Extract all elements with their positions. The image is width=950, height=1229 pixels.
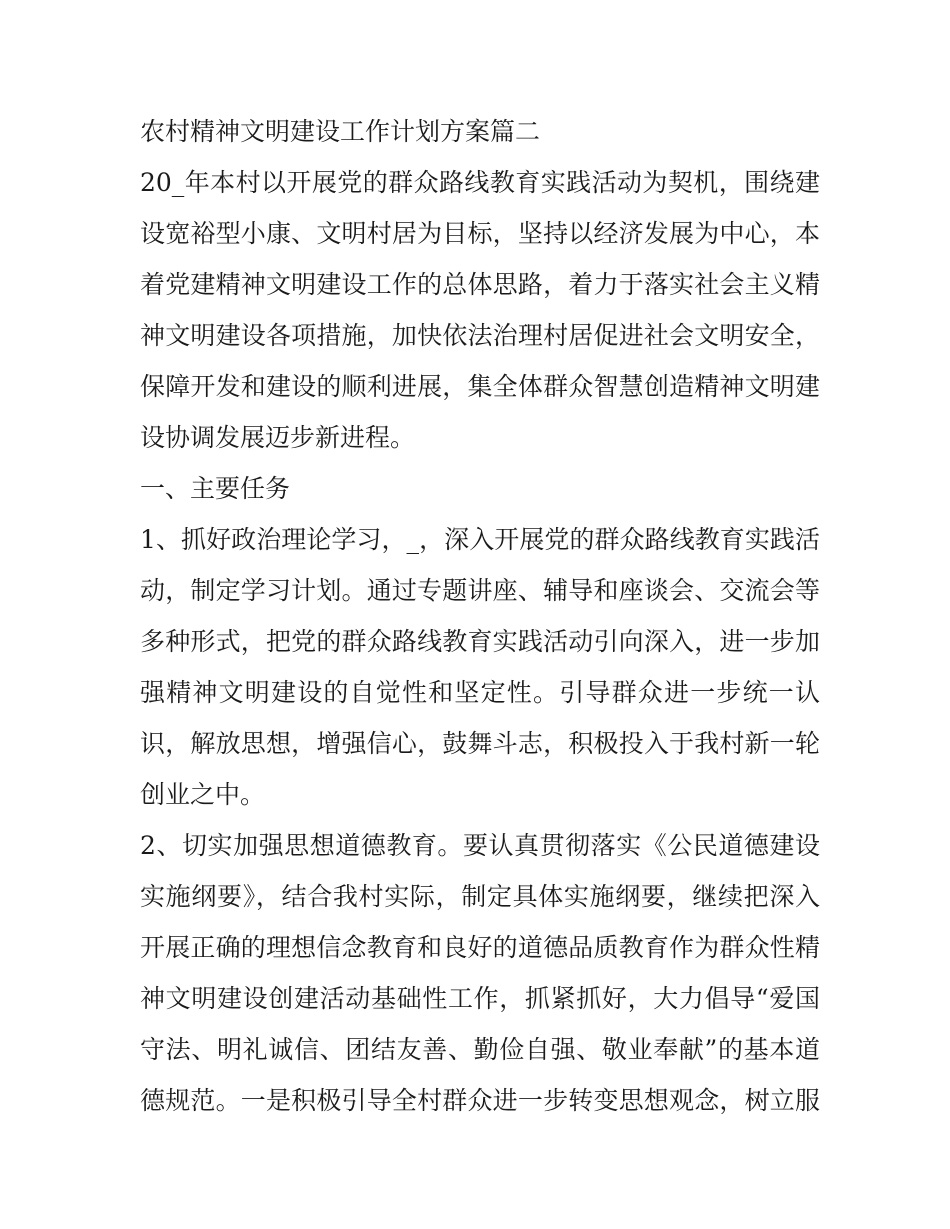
section-heading: 一、主要任务 bbox=[140, 474, 291, 503]
body-line-12: 识，解放思想，增强信心，鼓舞斗志，积极投入于我村新一轮 bbox=[140, 729, 820, 758]
body-line-15: 实施纲要》，结合我村实际，制定具体实施纲要，继续把深入 bbox=[140, 882, 820, 911]
body-line-6: 设协调发展迈步新进程。 bbox=[140, 423, 416, 452]
body-line-10: 多种形式，把党的群众路线教育实践活动引向深入，进一步加 bbox=[140, 627, 820, 656]
body-line-19: 德规范。一是积极引导全村群众进一步转变思想观念，树立服 bbox=[140, 1086, 820, 1115]
body-line-16: 开展正确的理想信念教育和良好的道德品质教育作为群众性精 bbox=[140, 933, 820, 962]
body-line-1: 20_年本村以开展党的群众路线教育实践活动为契机，围绕建 bbox=[140, 168, 820, 197]
body-line-14: 2、切实加强思想道德教育。要认真贯彻落实《公民道德建设 bbox=[140, 831, 820, 860]
document-body bbox=[140, 106, 820, 1126]
body-line-4: 神文明建设各项措施，加快依法治理村居促进社会文明安全， bbox=[140, 321, 820, 350]
body-line-3: 着党建精神文明建设工作的总体思路，着力于落实社会主义精 bbox=[140, 270, 820, 299]
body-line-17: 神文明建设创建活动基础性工作，抓紧抓好，大力倡导“爱国 bbox=[140, 984, 820, 1013]
body-line-11: 强精神文明建设的自觉性和坚定性。引导群众进一步统一认 bbox=[140, 678, 820, 707]
body-line-9: 动，制定学习计划。通过专题讲座、辅导和座谈会、交流会等 bbox=[140, 576, 820, 605]
body-line-8: 1、抓好政治理论学习，_，深入开展党的群众路线教育实践活 bbox=[140, 525, 820, 554]
body-line-13: 创业之中。 bbox=[140, 780, 266, 809]
body-line-18: 守法、明礼诚信、团结友善、勤俭自强、敬业奉献”的基本道 bbox=[140, 1035, 820, 1064]
document-title: 农村精神文明建设工作计划方案篇二 bbox=[140, 117, 541, 146]
body-line-2: 设宽裕型小康、文明村居为目标，坚持以经济发展为中心，本 bbox=[140, 219, 820, 248]
body-line-5: 保障开发和建设的顺利进展，集全体群众智慧创造精神文明建 bbox=[140, 372, 820, 401]
